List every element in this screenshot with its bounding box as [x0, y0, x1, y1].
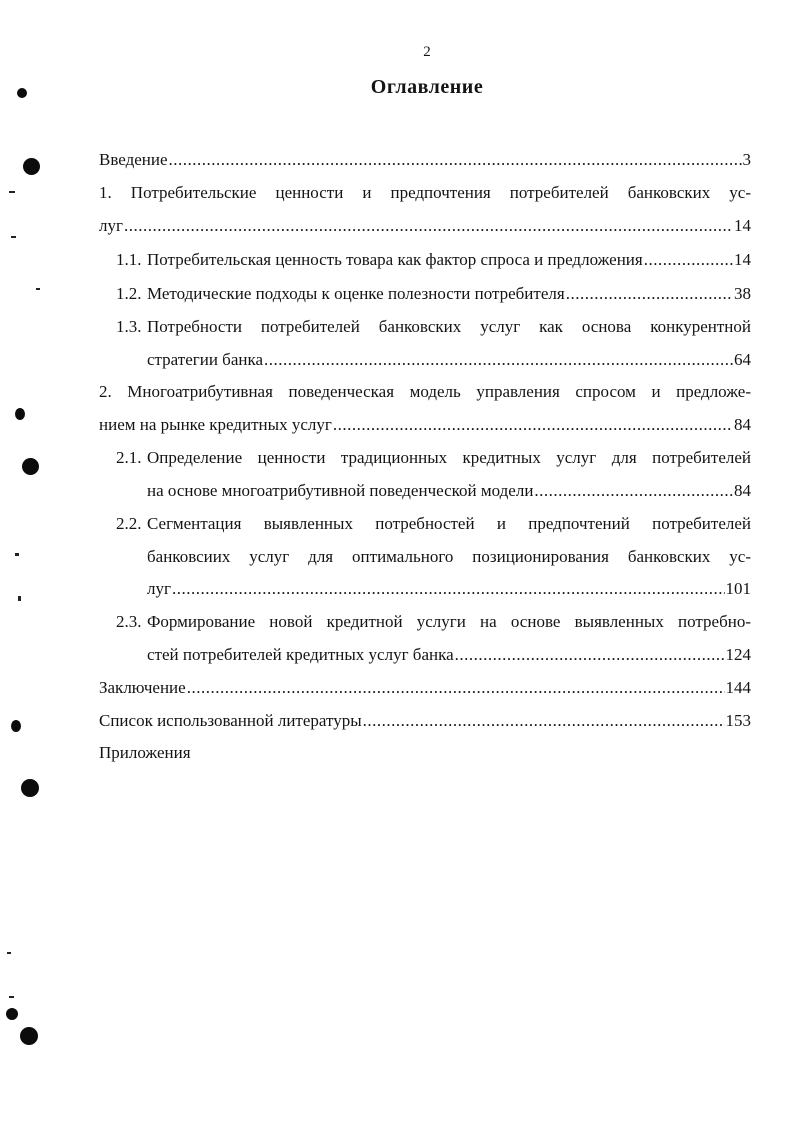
toc-leader	[534, 481, 733, 501]
toc-page: 14	[734, 250, 751, 269]
toc-section-2-1	[147, 481, 751, 501]
toc-entry-references	[99, 711, 751, 731]
toc-section-2-1-line1: Определение ценности традиционных кредитных услуг для потребителей	[147, 448, 751, 467]
toc-label: Введение	[99, 150, 168, 169]
toc-label: Методические подходы к оценке полезности потребителя	[147, 284, 565, 303]
toc-page: 14	[734, 216, 751, 235]
toc-label: на основе многоатрибутивной поведенческой модели	[147, 481, 534, 500]
toc-section-1-2	[116, 284, 751, 304]
toc-chapter-1	[99, 216, 751, 236]
toc-leader	[455, 645, 725, 665]
toc-section-1-3-line1: Потребности потребителей банковских услуг как основа конкурентной	[147, 317, 751, 336]
binder-hole-mark	[21, 779, 39, 797]
scan-speck	[7, 952, 11, 954]
toc-label: стей потребителей кредитных услуг банка	[147, 645, 454, 664]
toc-section-1-1	[116, 250, 751, 270]
toc-section-2-2-line1: Сегментация выявленных потребностей и предпочтений потребителей	[147, 514, 751, 533]
toc-section-2-3-line1: Формирование новой кредитной услуги на основе выявленных потребно-	[147, 612, 751, 631]
toc-section-number: 2.2.	[116, 514, 142, 533]
toc-page: 64	[734, 350, 751, 369]
scan-speck	[11, 236, 16, 238]
toc-leader	[169, 150, 742, 170]
toc-section-2-2-line2: банковсиих услуг для оптимального позиционирования банковских ус-	[147, 547, 751, 566]
toc-label: Потребительская ценность товара как фактор спроса и предложения	[147, 250, 643, 269]
binder-hole-mark	[15, 408, 25, 420]
page-title: Оглавление	[370, 76, 484, 98]
scan-speck	[36, 288, 40, 290]
toc-section-2-3	[147, 645, 751, 665]
toc-leader	[363, 711, 725, 731]
toc-entry-intro	[99, 150, 751, 170]
toc-leader	[333, 415, 733, 435]
toc-section-number: 2.1.	[116, 448, 142, 467]
toc-page: 124	[725, 645, 751, 664]
binder-hole-mark	[6, 1008, 18, 1020]
scan-speck	[15, 553, 19, 556]
scan-speck	[9, 996, 14, 998]
page-number: 2	[423, 44, 431, 60]
scan-speck	[9, 191, 15, 193]
toc-page: 153	[725, 711, 751, 730]
toc-leader	[644, 250, 733, 270]
binder-hole-mark	[20, 1027, 38, 1045]
toc-entry-appendix: Приложения	[99, 743, 191, 762]
toc-chapter-2-line1: 2. Многоатрибутивная поведенческая модель управления спросом и предложе-	[99, 382, 751, 401]
toc-leader	[124, 216, 733, 236]
toc-entry-conclusion	[99, 678, 751, 698]
toc-leader	[264, 350, 733, 370]
toc-label: луг	[147, 579, 171, 598]
toc-section-2-2	[147, 579, 751, 599]
toc-leader	[172, 579, 725, 599]
scan-speck	[18, 596, 21, 601]
toc-page: 38	[734, 284, 751, 303]
toc-label: луг	[99, 216, 123, 235]
toc-page: 3	[742, 150, 751, 169]
toc-leader	[187, 678, 725, 698]
toc-label: нием на рынке кредитных услуг	[99, 415, 332, 434]
toc-page: 84	[734, 481, 751, 500]
toc-page: 101	[725, 579, 751, 598]
toc-section-number: 2.3.	[116, 612, 142, 631]
toc-label: Список использованной литературы	[99, 711, 362, 730]
toc-section-number: 1.2.	[116, 284, 142, 303]
toc-label: Заключение	[99, 678, 186, 697]
toc-section-1-3	[147, 350, 751, 370]
toc-page: 84	[734, 415, 751, 434]
toc-chapter-1-line1: 1. Потребительские ценности и предпочтения потребителей банковских ус-	[99, 183, 751, 202]
toc-page: 144	[725, 678, 751, 697]
toc-chapter-2	[99, 415, 751, 435]
binder-hole-mark	[11, 720, 21, 732]
toc-label: стратегии банка	[147, 350, 264, 369]
toc-section-number: 1.1.	[116, 250, 142, 269]
binder-hole-mark	[23, 158, 40, 175]
binder-hole-mark	[22, 458, 39, 475]
toc-leader	[566, 284, 733, 304]
toc-section-number: 1.3.	[116, 317, 142, 336]
